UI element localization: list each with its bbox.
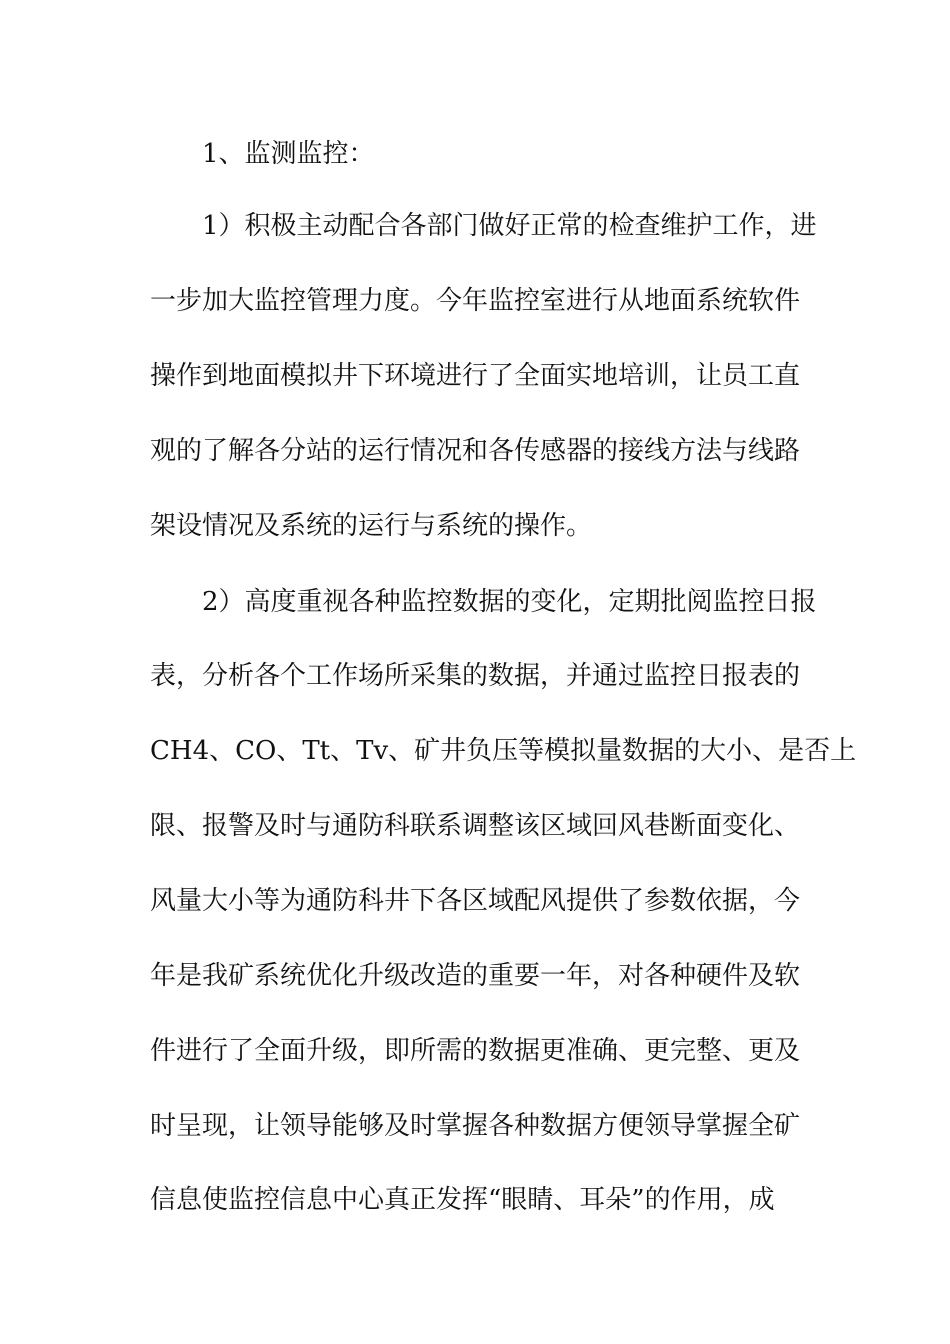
- paragraph-2-line-9: 信息使监控信息中心真正发挥“眼睛、耳朵”的作用，成: [150, 1185, 775, 1215]
- paragraph-2-line-6: 年是我矿系统优化升级改造的重要一年，对各种硬件及软: [150, 961, 801, 991]
- paragraph-1-line-1: 1）积极主动配合各部门做好正常的检查维护工作，进: [202, 211, 817, 241]
- paragraph-2-line-8: 时呈现，让领导能够及时掌握各种数据方便领导掌握全矿: [150, 1111, 801, 1141]
- paragraph-2-line-4: 限、报警及时与通防科联系调整该区域回风巷断面变化、: [150, 811, 801, 841]
- paragraph-2-line-1: 2）高度重视各种监控数据的变化，定期批阅监控日报: [202, 587, 817, 617]
- section-heading: 1、监测监控：: [202, 139, 375, 169]
- paragraph-2-line-3: CH4、CO、Tt、Tv、矿井负压等模拟量数据的大小、是否上: [150, 736, 857, 766]
- paragraph-1-line-4: 观的了解各分站的运行情况和各传感器的接线方法与线路: [150, 436, 801, 466]
- paragraph-1-line-5: 架设情况及系统的运行与系统的操作。: [150, 511, 593, 541]
- paragraph-1-line-3: 操作到地面模拟井下环境进行了全面实地培训，让员工直: [150, 361, 801, 391]
- paragraph-1-line-2: 一步加大监控管理力度。今年监控室进行从地面系统软件: [150, 286, 801, 316]
- paragraph-2-line-7: 件进行了全面升级，即所需的数据更准确、更完整、更及: [150, 1036, 801, 1066]
- paragraph-2-line-5: 风量大小等为通防科井下各区域配风提供了参数依据，今: [150, 886, 801, 916]
- paragraph-2-line-2: 表，分析各个工作场所采集的数据，并通过监控日报表的: [150, 661, 801, 691]
